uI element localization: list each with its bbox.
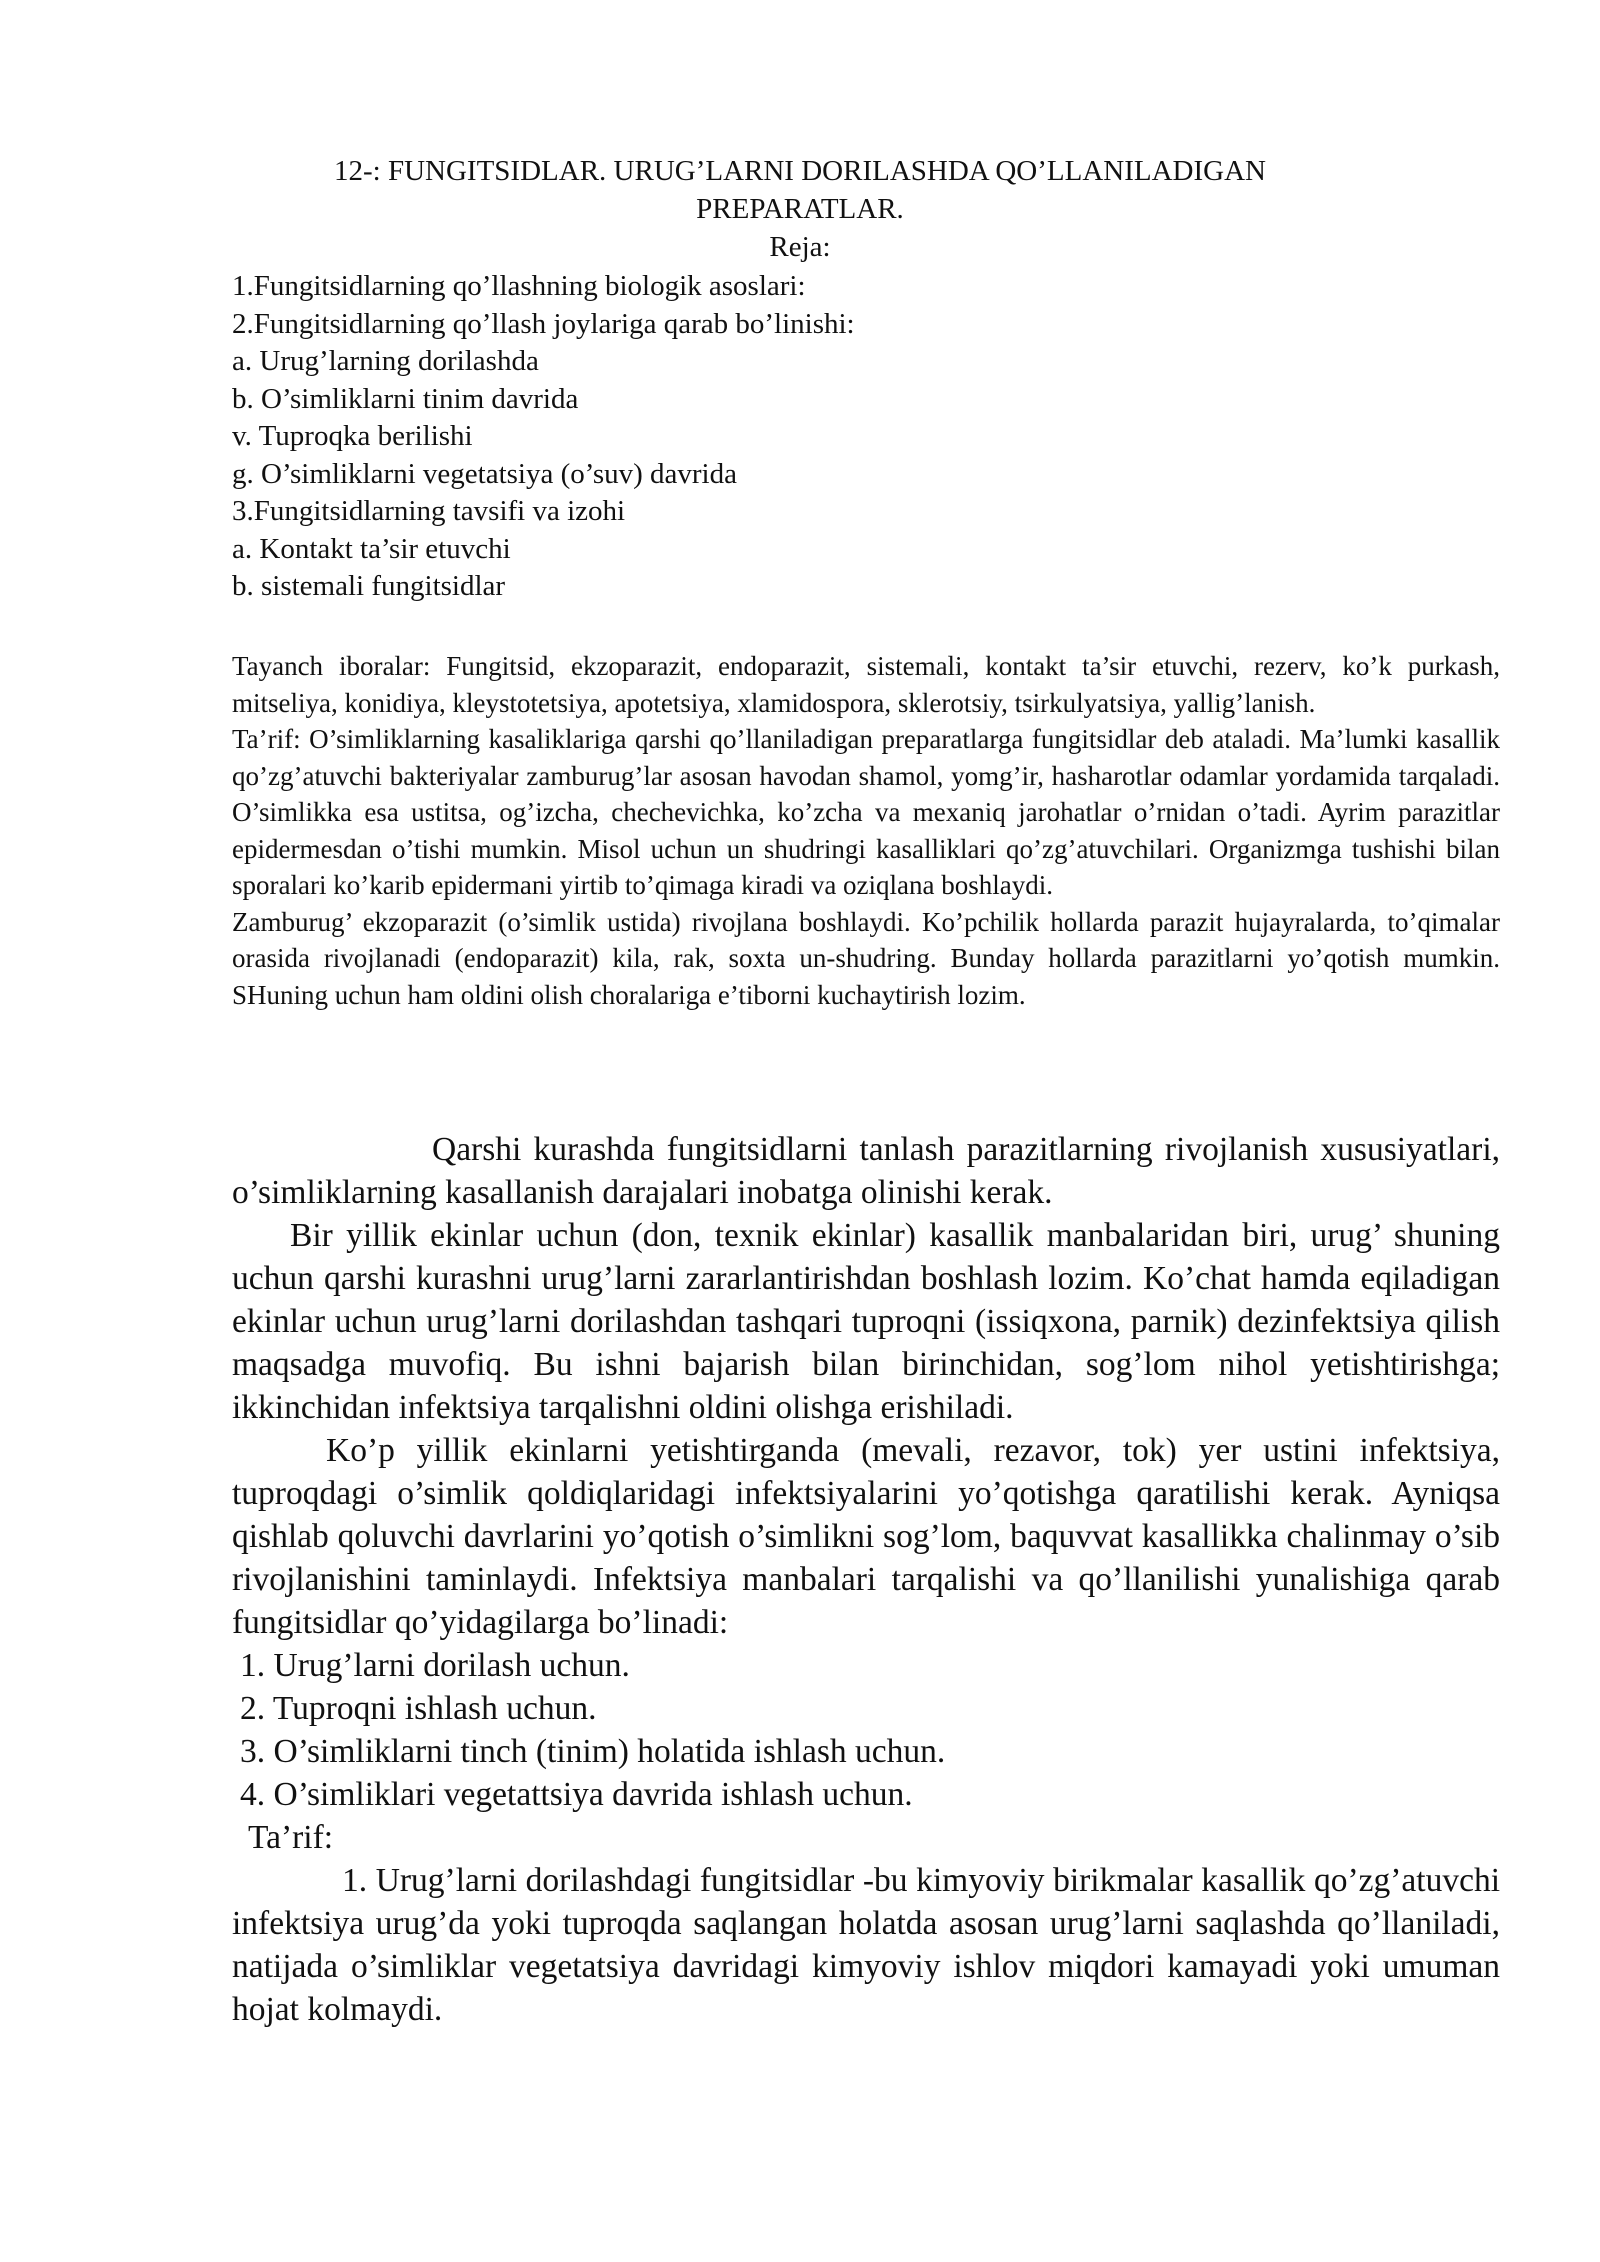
list-item: 1. Urug’larni dorilash uchun.: [240, 1647, 630, 1684]
document-title-line-1: 12-: FUNGITSIDLAR. URUG’LARNI DORILASHDA QO’LLANILADIGAN: [334, 155, 1266, 187]
plan-item: 1.Fungitsidlarning qo’llashning biologik asoslari:: [232, 270, 806, 302]
keywords-paragraph: Tayanch iboralar: Fungitsid, ekzoparazit, endoparazit, sistemali, kontakt ta’sir etuvchi, rezerv, ko’k purkash, mitseliya, konidiya, kleystotetsiya, apotetsiya, xlamidospora, sklerotsiy, tsirkulyatsiya, yallig’lanish.: [232, 651, 1500, 718]
paragraph-perennial-crops: Ko’p yillik ekinlarni yetishtirganda (mevali, rezavor, tok) yer ustini infektsiya, tuproqdagi o’simlik qoldiqlaridagi infektsiyalarini yo’qotishga qaratilishi kerak. Ayniqsa qishlab qoluvchi davrlarini yo’qotish o’simlikni sog’lom, baquvvat kasallikka chalinmay o’sib rivojlanishini taminlaydi. Infektsiya manbalari tarqalishi va qo’llanilishi yunalishiga qarab fungitsidlar qo’yidagilarga bo’linadi:: [232, 1432, 1500, 1641]
plan-item: b. sistemali fungitsidlar: [232, 570, 506, 602]
plan-item: 3.Fungitsidlarning tavsifi va izohi: [232, 495, 626, 527]
keywords-block: [232, 648, 1500, 1013]
plan-item: g. O’simliklarni vegetatsiya (o’suv) davrida: [232, 457, 737, 490]
definition-paragraph: Ta’rif: O’simliklarning kasaliklariga qarshi qo’llaniladigan preparatlarga fungitsidlar deb ataladi. Ma’lumki kasallik qo’zg’atuvchi bakteriyalar zamburug’lar asosan havodan shamol, yomg’ir, hasharotlar odamlar yordamida tarqaladi. O’simlikka esa ustitsa, og’izcha, chechevichka, ko’zcha va mexaniq jarohatlar o’rnidan o’tadi. Ayrim parazitlar epidermesdan o’tishi mumkin. Misol uchun un shudringi kasalliklari qo’zg’atuvchilari. Organizmga tushishi bilan sporalari ko’karib epidermani yirtib to’qimaga kiradi va oziqlana boshlaydi.: [232, 724, 1500, 900]
paragraph-selection: Qarshi kurashda fungitsidlarni tanlash parazitlarning rivojlanish xususiyatlari, o’simliklarning kasallanish darajalari inobatga olinishi kerak.: [232, 1131, 1500, 1211]
document-title-line-2: PREPARATLAR.: [696, 193, 904, 225]
plan-item: b. O’simliklarni tinim davrida: [232, 382, 579, 415]
plan-item: 2.Fungitsidlarning qo’llash joylariga qarab bo’linishi:: [232, 307, 855, 340]
paragraph-seed-treatment: 1. Urug’larni dorilashdagi fungitsidlar -bu kimyoviy birikmalar kasallik qo’zg’atuvchi infektsiya urug’da yoki tuproqda saqlangan holatda asosan urug’larni saqlashda qo’llaniladi, natijada o’simliklar vegetatsiya davridagi kimyoviy ishlov miqdori kamayadi yoki umuman hojat kolmaydi.: [232, 1862, 1500, 2028]
plan-item: a. Urug’larning dorilashda: [232, 345, 539, 377]
plan-item: a. Kontakt ta’sir etuvchi: [232, 532, 511, 565]
plan-list: [232, 268, 855, 606]
definition-label: Ta’rif:: [248, 1819, 334, 1856]
plan-item: v. Tuproqka berilishi: [232, 420, 473, 452]
zamburug-paragraph: Zamburug’ ekzoparazit (o’simlik ustida) rivojlana boshlaydi. Ko’pchilik hollarda parazit hujayralarda, to’qimalar orasida rivojlanadi (endoparazit) kila, rak, soxta un-shudring. Bunday hollarda parazitlarni yo’qotish mumkin. SHuning uchun ham oldini olish choralariga e’tiborni kuchaytirish lozim.: [232, 906, 1500, 1010]
list-item: 4. O’simliklari vegetattsiya davrida ishlash uchun.: [240, 1776, 913, 1813]
plan-heading: Reja:: [769, 231, 831, 263]
main-text-block: [232, 1128, 1500, 2031]
paragraph-annual-crops: Bir yillik ekinlar uchun (don, texnik ekinlar) kasallik manbalaridan biri, urug’ shuning uchun qarshi kurashni urug’larni zararlantirishdan boshlash lozim. Ko’chat hamda eqiladigan ekinlar uchun urug’larni dorilashdan tashqari tuproqni (issiqxona, parnik) dezinfektsiya qilish maqsadga muvofiq. Bu ishni bajarish bilan birinchidan, sog’lom nihol yetishtirishga; ikkinchidan infektsiya tarqalishni oldini olishga erishiladi.: [232, 1217, 1500, 1426]
list-item: 2. Tuproqni ishlash uchun.: [240, 1690, 597, 1727]
list-item: 3. O’simliklarni tinch (tinim) holatida ishlash uchun.: [240, 1733, 946, 1770]
